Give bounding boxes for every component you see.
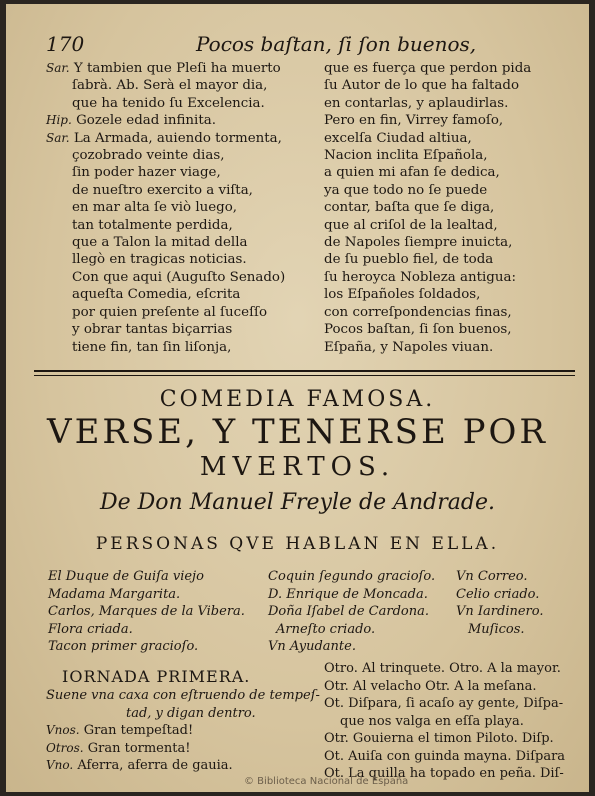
verse-line: llegò en tragicas noticias. xyxy=(72,252,247,268)
dialogue-line: Vnos. Gran tempeſtad! xyxy=(46,723,194,738)
dialogue-line: Otr. Al velacho Otr. A la meſana. xyxy=(324,678,537,694)
verse-line: çozobrado veinte dias, xyxy=(72,148,225,164)
verse-line: ſu Autor de lo que ha faltado xyxy=(324,78,520,94)
page-header xyxy=(46,32,569,58)
verse-line: que al criſol de la lealtad, xyxy=(324,217,498,233)
verse-line: ſu heroyca Nobleza antigua: xyxy=(324,269,516,285)
cast-member: Arneſto criado. xyxy=(276,621,376,637)
dialogue-line: Ot. Diſpara, ſi acaſo ay gente, Diſpa- xyxy=(324,696,564,711)
dialogue-line: Otros. Gran tormenta! xyxy=(46,740,191,756)
dialogue-line: Vno. Aferra, aferra de gauia. xyxy=(46,758,233,773)
verse-line: Con que aqui (Auguſto Senado) xyxy=(72,269,286,285)
verse-line: aqueſta Comedia, eſcrita xyxy=(72,287,241,303)
cast-member: Vn Iardinero. xyxy=(456,604,544,619)
cast-member: Carlos, Marques de la Vibera. xyxy=(48,604,245,619)
verse-line: que ha tenido ſu Excelencia. xyxy=(72,95,265,111)
title-line-1: COMEDIA FAMOSA. xyxy=(159,387,436,412)
dialogue-line: que nos valga en eſſa playa. xyxy=(340,713,524,729)
verse-line: Nacion inclita Eſpañola, xyxy=(324,148,488,164)
verse-line: excelſa Ciudad altiua, xyxy=(324,130,472,146)
book-page xyxy=(6,4,589,792)
verse-line: ya que todo no ſe puede xyxy=(324,182,488,198)
left-verse-column xyxy=(46,60,336,356)
verse-line: a quien mi afan ſe dedica, xyxy=(324,165,500,181)
page-number: 170 xyxy=(46,32,85,56)
verse-line: tan totalmente perdida, xyxy=(72,217,233,233)
cast-member: El Duque de Guiſa viejo xyxy=(48,569,204,584)
cast-member: Vn Ayudante. xyxy=(268,639,356,654)
section-divider xyxy=(34,370,575,376)
verse-line: y obrar tantas biçarrias xyxy=(72,322,233,338)
verse-line: en mar alta ſe viò luego, xyxy=(72,200,238,216)
verse-line: Eſpaña, y Napoles viuan. xyxy=(324,339,494,355)
verse-line: Pocos baſtan, ſi ſon buenos, xyxy=(324,322,512,338)
verse-line: ſin poder hazer viage, xyxy=(72,165,221,181)
title-line-3: MVERTOS. xyxy=(199,452,396,482)
verse-line: Pero en fin, Virrey famoſo, xyxy=(324,113,504,129)
jornada-heading: IORNADA PRIMERA. xyxy=(62,667,251,686)
verse-line: contar, baſta que ſe diga, xyxy=(324,200,495,216)
cast-column-3 xyxy=(456,568,576,638)
verse-line: que a Talon la mitad della xyxy=(72,235,248,251)
dialogue-line: Otr. Gouierna el timon Piloto. Diſp. xyxy=(324,731,554,746)
cast-member: Celio criado. xyxy=(456,586,540,602)
cast-member: Madama Margarita. xyxy=(48,586,181,602)
verse-line: por quien preſente al ſuceſſo xyxy=(72,304,268,320)
verse-line: Hip. Gozele edad infinita. xyxy=(46,113,216,129)
cast-member: Vn Correo. xyxy=(456,569,528,584)
scene-left xyxy=(46,687,320,775)
cast-member: Coquin ſegundo gracioſo. xyxy=(268,569,436,584)
verse-line: los Eſpañoles ſoldados, xyxy=(324,287,481,303)
verse-line: de Napoles ſiempre inuicta, xyxy=(324,235,513,251)
verse-line: en contarlas, y aplaudirlas. xyxy=(324,95,509,111)
title-line-2: VERSE, Y TENERSE POR xyxy=(47,412,548,452)
cast-member: Doña Iſabel de Cardona. xyxy=(268,604,429,619)
cast-member: Tacon primer gracioſo. xyxy=(48,639,199,654)
verse-line: de nueſtro exercito a viſta, xyxy=(72,182,253,198)
scene-right xyxy=(324,660,586,783)
stage-direction: tad, y digan dentro. xyxy=(126,705,256,721)
personas-heading: PERSONAS QVE HABLAN EN ELLA. xyxy=(95,534,500,554)
dialogue-line: Ot. La quilla ha topado en peña. Diſ- xyxy=(324,766,564,781)
cast-column-2 xyxy=(268,568,448,656)
cast-column-1 xyxy=(48,568,248,656)
dialogue-line: Otro. Al trinquete. Otro. A la mayor. xyxy=(324,661,561,676)
verse-line: ſabrà. Ab. Serà el mayor dia, xyxy=(72,78,268,94)
author-line: De Don Manuel Freyle de Andrade. xyxy=(100,490,495,515)
verse-line: con correſpondencias finas, xyxy=(324,304,512,320)
verse-line: Sar. La Armada, auiendo tormenta, xyxy=(46,130,282,146)
running-title: Pocos baſtan, ſi ſon buenos, xyxy=(196,32,477,56)
cast-member: Muſicos. xyxy=(468,621,525,637)
cast-member: Flora criada. xyxy=(48,621,133,637)
stage-direction: Suene vna caxa con eſtruendo de tempeſ- xyxy=(46,688,320,703)
verse-line: que es fuerça que perdon pida xyxy=(324,61,532,76)
library-watermark: © Biblioteca Nacional de España xyxy=(244,776,409,787)
verse-line: de ſu pueblo fiel, de toda xyxy=(324,252,494,268)
cast-member: D. Enrique de Moncada. xyxy=(268,586,428,602)
right-verse-column xyxy=(324,60,584,356)
dialogue-line: Ot. Auiſa con guinda mayna. Diſpara xyxy=(324,748,566,764)
verse-line: tiene fin, tan ſin liſonja, xyxy=(72,339,232,355)
verse-line: Sar. Y tambien que Pleſi ha muerto xyxy=(46,61,281,76)
